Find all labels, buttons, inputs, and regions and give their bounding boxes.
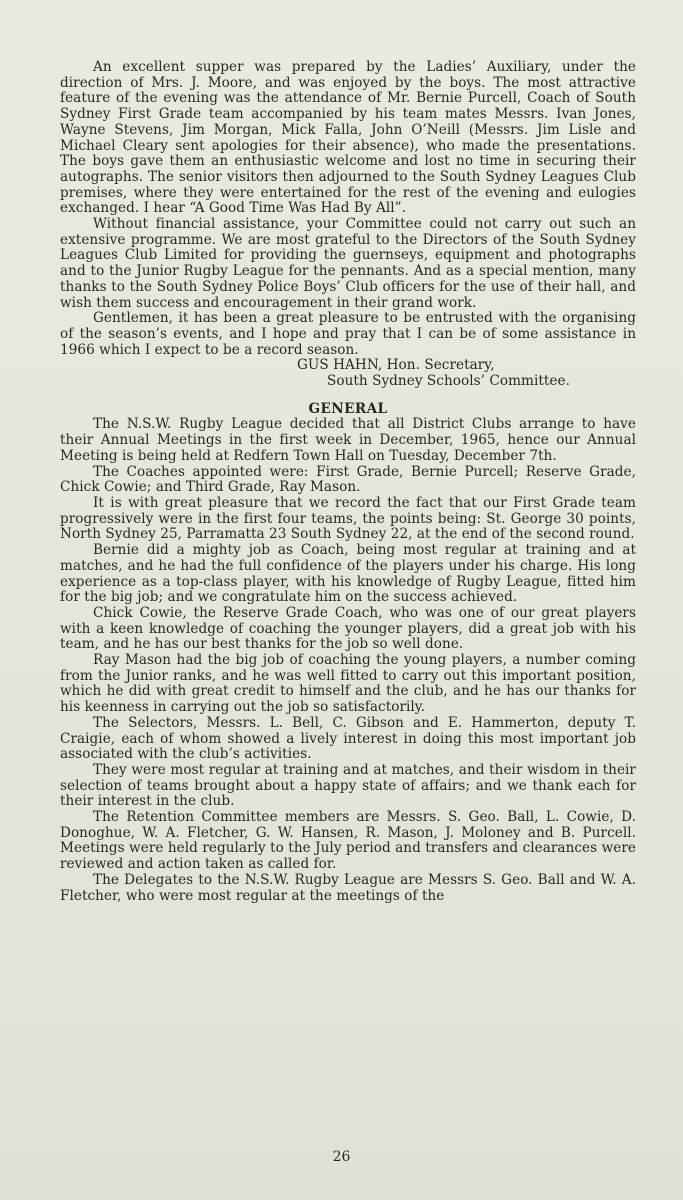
- paragraph-chick-cowie: Chick Cowie, the Reserve Grade Coach, who was one of our great players with a keen knowledge of coaching the younger players, did a great job with his team, and he has our best thanks for the job so well done.: [60, 604, 636, 653]
- page-number: 26: [332, 1149, 351, 1165]
- signature-name: GUS HAHN, Hon. Secretary,: [297, 357, 495, 374]
- paragraph-supper: An excellent supper was prepared by the Ladies’ Auxiliary, under the direction of Mrs. J. Moore, and was enjoyed by the boys. The most attractive feature of the evening was the attendance of Mr. Bernie Purcell, Coach of South Sydney First Grade team accompanied by his team mates Messrs. Ivan Jones, Wayne Stevens, Jim Morgan, Mick Falla, John O’Neill (Messrs. Jim Lisle and Michael Cleary sent apologies for their absence), who made the presentations. The boys gave them an enthusiastic welcome and lost no time in securing their autographs. The senior visitors then adjourned to the South Sydney Leagues Club premises, where they were entertained for the rest of the evening and eulogies exchanged. I hear “A Good Time Was Had By All”.: [60, 59, 636, 217]
- section-heading: GENERAL: [308, 400, 388, 417]
- signature-committee: South Sydney Schools’ Committee.: [327, 373, 570, 390]
- paragraph-annual-meeting: The N.S.W. Rugby League decided that all District Clubs arrange to have their Annual Meetings in the first week in December, 1965, hence our Annual Meeting is being held at Redfern Town Hall on Tuesday, December 7th.: [60, 416, 636, 464]
- page-body: [60, 60, 636, 904]
- paragraph-financial-assistance: Without financial assistance, your Committee could not carry out such an extensive programme. We are most grateful to the Directors of the South Sydney Leagues Club Limited for providing the guernseys, equipment and photographs and to the Junior Rugby League for the pennants. And as a special mention, many thanks to the South Sydney Police Boys’ Club officers for the use of their hall, and wish them success and encouragement in their grand work.: [60, 216, 636, 311]
- paragraph-training: They were most regular at training and at matches, and their wisdom in their selection of teams brought about a happy state of affairs; and we thank each for their interest in the club.: [60, 761, 636, 810]
- paragraph-delegates: The Delegates to the N.S.W. Rugby League are Messrs S. Geo. Ball and W. A. Fletcher, who were most regular at the meetings of the: [60, 871, 636, 904]
- paragraph-bernie: Bernie did a mighty job as Coach, being most regular at training and at matches, and he had the full confidence of the players under his charge. His long experience as a top-class player, with his knowledge of Rugby League, fitted him for the big job; and we congratulate him on the success achieved.: [60, 542, 636, 606]
- paragraph-retention-committee: The Retention Committee members are Messrs. S. Geo. Ball, L. Cowie, D. Donoghue, W. A. Fletcher, G. W. Hansen, R. Mason, J. Moloney and B. Purcell. Meetings were held regularly to the July period and transfers and clearances were reviewed and action taken as called for.: [60, 809, 636, 873]
- paragraph-gentlemen: Gentlemen, it has been a great pleasure to be entrusted with the organising of the season’s events, and I hope and pray that I can be of some assistance in 1966 which I expect to be a record season.: [60, 310, 636, 358]
- paragraph-first-grade: It is with great pleasure that we record the fact that our First Grade team progressively were in the first four teams, the points being: St. George 30 points, North Sydney 25, Parramatta 23 South Sydney 22, at the end of the second round.: [60, 494, 636, 543]
- paragraph-coaches: The Coaches appointed were: First Grade, Bernie Purcell; Reserve Grade, Chick Cowie; and Third Grade, Ray Mason.: [60, 463, 636, 496]
- paragraph-ray-mason: Ray Mason had the big job of coaching the young players, a number coming from the Junior ranks, and he was well fitted to carry out this important position, which he did with great credit to himself and the club, and he has our thanks for his keenness in carrying out the job so satisfactorily.: [60, 652, 636, 716]
- paragraph-selectors: The Selectors, Messrs. L. Bell, C. Gibson and E. Hammerton, deputy T. Craigie, each of whom showed a lively interest in doing this most important job associated with the club’s activities.: [60, 714, 636, 763]
